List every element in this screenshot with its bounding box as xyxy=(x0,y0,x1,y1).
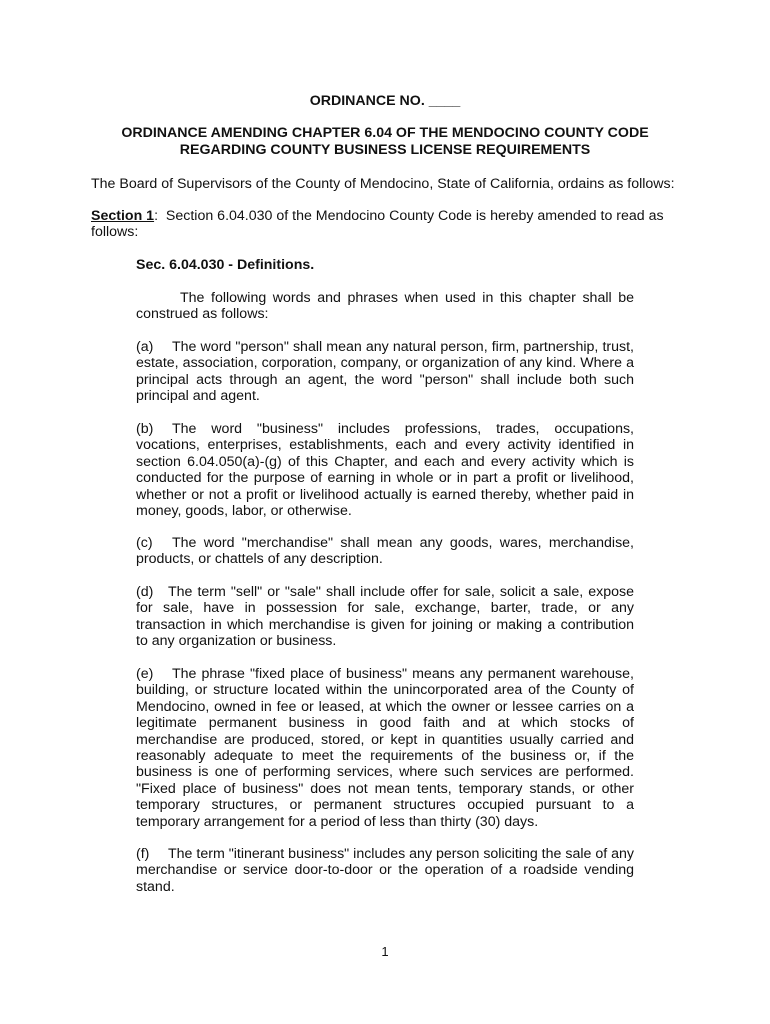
section-1-text-line1: Section 6.04.030 of the Mendocino County Code is hereby amended to read as xyxy=(165,208,664,224)
ordinance-subtitle-line1: ORDINANCE AMENDING CHAPTER 6.04 OF THE MENDOCINO COUNTY CODE xyxy=(121,125,649,141)
section-1-text-line2: follows: xyxy=(91,224,139,240)
section-heading: Sec. 6.04.030 - Definitions. xyxy=(136,257,315,273)
definition-text: The term "itinerant business" includes any person soliciting the sale of any merchandise or service door-to-door or the operation of a roadside vending stand. xyxy=(136,846,634,895)
definition-c xyxy=(136,535,634,568)
definition-b xyxy=(136,421,634,519)
ordinance-subtitle-line2: REGARDING COUNTY BUSINESS LICENSE REQUIREMENTS xyxy=(179,142,591,158)
definition-text: The word "business" includes professions, trades, occupations, vocations, enterprises, establishments, each and every activity identified in section 6.04.050(a)-(g) of this Chapter, and each and every activity which is conducted for the purpose of earning in whole or in part a profit or livelihood, whether or not a profit or livelihood actually is earned thereby, whether paid in money, goods, labor, or otherwise. xyxy=(136,421,634,520)
definition-marker: (e) xyxy=(136,666,154,682)
definition-f xyxy=(136,846,634,895)
section-1-line xyxy=(91,208,664,224)
definition-d xyxy=(136,584,634,650)
ordinance-title: ORDINANCE NO. ____ xyxy=(309,93,461,109)
page-number: 1 xyxy=(381,944,389,959)
definition-a xyxy=(136,339,634,405)
definition-marker: (b) xyxy=(136,421,154,437)
definition-marker: (f) xyxy=(136,846,150,862)
definition-marker: (a) xyxy=(136,339,154,355)
definition-text: The phrase "fixed place of business" means any permanent warehouse, building, or structure located within the unincorporated area of the County of Mendocino, owned in fee or leased, at which the owner or lessee carries on a legitimate permanent business in good faith and at which stocks of merchandise are produced, stored, or kept in quantities usually carried and reasonably adequate to meet the requirements of the business or, if the business is one of performing services, where such services are performed. "Fixed place of business" does not mean tents, temporary stands, or other temporary structures, or permanent structures occupied pursuant to a temporary arrangement for a period of less than thirty (30) days. xyxy=(136,666,634,830)
section-1-colon: : xyxy=(154,208,159,224)
definition-e xyxy=(136,666,634,830)
definitions-intro: The following words and phrases when used in this chapter shall be construed as follows: xyxy=(136,290,634,323)
preamble: The Board of Supervisors of the County of Mendocino, State of California, ordains as follows: xyxy=(91,176,675,192)
section-1-label: Section 1 xyxy=(91,208,155,224)
definition-text: The term "sell" or "sale" shall include offer for sale, solicit a sale, expose for sale, have in possession for sale, exchange, barter, trade, or any transaction in which merchandise is given for joining or making a contribution to any organization or business. xyxy=(136,584,634,650)
definition-text: The word "merchandise" shall mean any goods, wares, merchandise, products, or chattels of any description. xyxy=(136,535,634,568)
definition-text: The word "person" shall mean any natural person, firm, partnership, trust, estate, association, corporation, company, or organization of any kind. Where a principal acts through an agent, the word "person" shall include both such principal and agent. xyxy=(136,339,634,405)
definition-marker: (d) xyxy=(136,584,154,600)
definition-marker: (c) xyxy=(136,535,153,551)
